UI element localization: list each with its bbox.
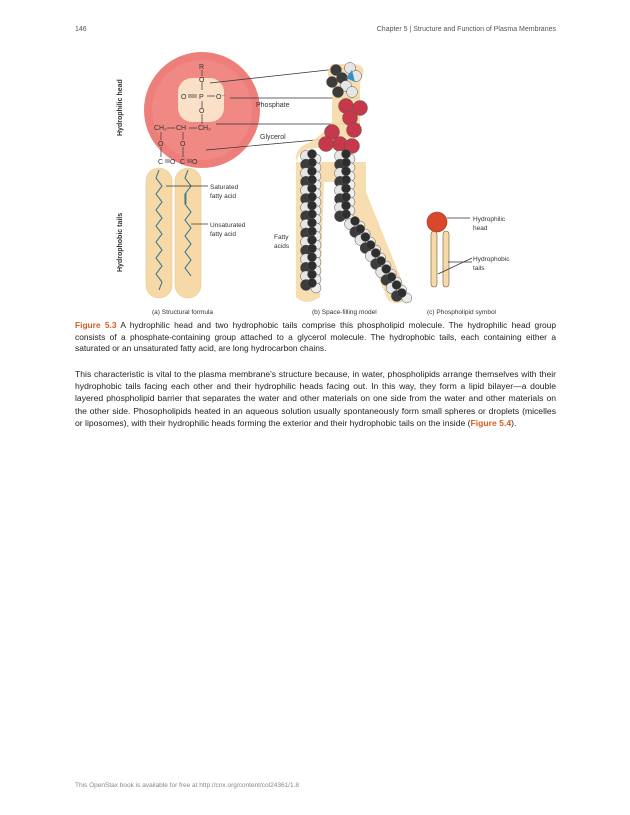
panel-caption-c: (c) Phospholipid symbol: [427, 309, 497, 316]
atom-sphere: [342, 150, 351, 159]
atom-sphere: [308, 236, 317, 245]
atom-sphere: [308, 175, 317, 184]
atom-sphere: [342, 167, 351, 176]
label-phosphate: Phosphate: [256, 102, 290, 109]
chem-ch2-right: CH₂: [198, 125, 211, 132]
atom-sphere: [356, 225, 365, 234]
label-fatty-1: Fatty: [274, 234, 289, 241]
body-text: This characteristic is vital to the plasma membrane's structure because, in water, phospholipids arrange themselves with their hydrophobic tails facing each other and their hydrophilic heads facing out. In this way, they form a lipid bilayer—a double layered phospholipid barrier that separates the water and other materials on one side from the water and other materials on the other side. Phosopholipids heated in an aqueous solution usually spontaneously form small spheres or droplets (micelles or liposomes), with their hydrophilic heads forming the exterior and their hydrophobic tails on the inside (: [75, 369, 556, 428]
panel-caption-b: (b) Space-filling model: [312, 309, 377, 316]
atom-sphere: [342, 184, 351, 193]
atom-sphere: [361, 233, 370, 242]
atom-sphere: [351, 217, 360, 226]
footer-note: This OpenStax book is available for free at http://cnx.org/content/col24361/1.8: [75, 782, 300, 789]
label-glycerol: Glycerol: [260, 134, 286, 141]
atom-sphere: [308, 167, 317, 176]
symbol-label-head-2: head: [473, 225, 488, 232]
atom-sphere: [333, 87, 344, 98]
atom-sphere: [387, 273, 396, 282]
atom-sphere: [308, 150, 317, 159]
label-hydrophobic-tails: Hydrophobic tails: [117, 212, 124, 272]
atom-sphere: [308, 253, 317, 262]
symbol-label-head-1: Hydrophilic: [473, 216, 506, 223]
chem-o-mid: O: [199, 108, 205, 115]
atom-sphere: [308, 261, 317, 270]
atom-sphere: [366, 241, 375, 250]
chem-o-c2: O: [192, 159, 198, 166]
atom-sphere: [308, 158, 317, 167]
atom-sphere: [371, 249, 380, 258]
atom-sphere: [397, 289, 406, 298]
chem-o-minus: O⁻: [216, 94, 226, 101]
atom-sphere: [342, 158, 351, 167]
symbol-head: [427, 212, 447, 232]
atom-sphere: [342, 210, 351, 219]
atom-sphere: [392, 281, 401, 290]
atom-sphere: [308, 270, 317, 279]
figure-caption-text: A hydrophilic head and two hydrophobic tails comprise this phospholipid molecule. The hydrophilic head group consists of a phosphate-containing group attached to a glycerol molecule. The hydrophobic tails, each containing either a saturated or an unsaturated fatty acid, are long hydrocarbon chains.: [75, 320, 556, 354]
chem-o-c1: O: [170, 159, 176, 166]
chem-c-right: C: [180, 159, 186, 166]
running-title: Chapter 5 | Structure and Function of Plasma Membranes: [376, 26, 556, 33]
space-filling-panel: [296, 63, 412, 304]
chem-c-left: C: [158, 159, 164, 166]
atom-sphere: [308, 193, 317, 202]
chem-o-low-right: O: [180, 141, 186, 148]
symbol-label-tails-2: tails: [473, 265, 485, 272]
atom-sphere: [308, 184, 317, 193]
chem-ch2-left: CH₂: [154, 125, 167, 132]
chem-r: R: [199, 64, 205, 71]
atom-sphere: [308, 227, 317, 236]
symbol-tail-left: [431, 231, 437, 287]
atom-sphere: [347, 87, 358, 98]
label-saturated-1: Saturated: [210, 184, 239, 191]
phospholipid-figure: [70, 52, 560, 318]
label-unsaturated-1: Unsaturated: [210, 222, 246, 229]
atom-sphere: [308, 210, 317, 219]
atom-sphere: [342, 193, 351, 202]
panel-caption-a: (a) Structural formula: [152, 309, 214, 316]
atom-sphere: [342, 201, 351, 210]
chem-p: P: [199, 94, 204, 101]
tail-right-bg: [175, 168, 201, 298]
atom-sphere: [308, 244, 317, 253]
oxygen-sphere: [347, 123, 362, 138]
atom-sphere: [327, 77, 338, 88]
label-saturated-2: fatty acid: [210, 193, 237, 200]
phospholipid-symbol-panel: [427, 212, 510, 287]
page-number: 146: [75, 26, 87, 33]
chem-ch: CH: [176, 125, 187, 132]
atom-sphere: [308, 201, 317, 210]
atom-sphere: [308, 279, 317, 288]
figure-5-4-link[interactable]: Figure 5.4: [470, 417, 512, 428]
chem-o-left: O: [181, 94, 187, 101]
symbol-tail-right: [443, 231, 449, 287]
body-text-end: ).: [511, 417, 517, 428]
label-hydrophilic-head: Hydrophilic head: [117, 79, 124, 136]
label-unsaturated-2: fatty acid: [210, 231, 237, 238]
atom-sphere: [342, 175, 351, 184]
atom-sphere: [377, 257, 386, 266]
atom-sphere: [382, 265, 391, 274]
chem-o-low-left: O: [158, 141, 164, 148]
symbol-label-tails-1: Hydrophobic: [473, 256, 510, 263]
body-paragraph: [75, 368, 556, 429]
chem-o-top: O: [199, 77, 205, 84]
figure-caption: [75, 320, 556, 355]
oxygen-sphere: [319, 137, 334, 152]
figure-label: Figure 5.3: [75, 320, 117, 330]
label-fatty-2: acids: [274, 243, 290, 250]
atom-sphere: [308, 218, 317, 227]
